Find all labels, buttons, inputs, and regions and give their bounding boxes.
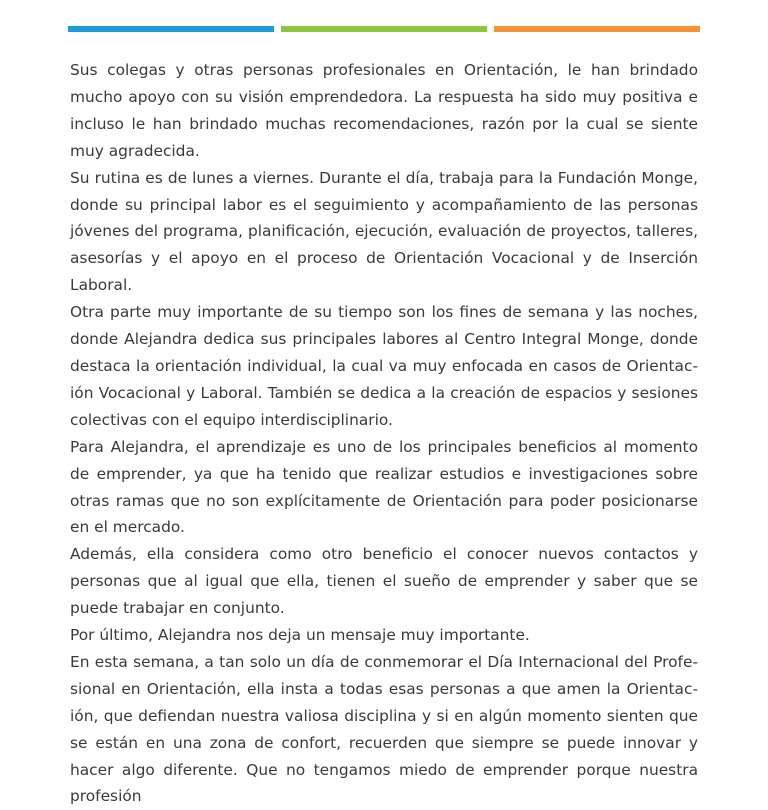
header-color-bars	[68, 26, 700, 32]
paragraph-contacts: Además, ella considera como otro beneficio el conocer nuevos contactos y personas que al igual que ella, tienen el sueño de emprender y saber que se puede trabajar en conjunto.	[70, 545, 698, 618]
orange-bar	[494, 26, 700, 32]
paragraph-message: En esta semana, a tan solo un día de conmemorar el Día Internacional del Profesional en Orientación, ella insta a todas esas personas a que amen la Orientación, que defiendan nuestra valiosa disciplina y si en algún momento sienten que se están en una zona de confort, recuerden que siempre se puede innovar y hacer algo diferente. Que no tengamos miedo de emprender porque nuestra profesión	[70, 652, 698, 806]
green-bar	[281, 26, 487, 32]
paragraph-learning: Para Alejandra, el aprendizaje es uno de los principales beneficios al momento de emprender, ya que ha tenido que realizar estudios e investigaciones sobre otras ramas que no son explícitamente de Orientación para poder posicionarse en el mercado.	[70, 437, 698, 537]
paragraph-colleagues: Sus colegas y otras personas profesionales en Orientación, le han brindado mucho apoyo con su visión emprendedora. La respuesta ha sido muy positiva e incluso le han brindado muchas recomendaciones, razón por la cual se siente muy agradecida.	[70, 61, 698, 160]
paragraph-message-intro: Por último, Alejandra nos deja un mensaje muy importante.	[70, 626, 530, 645]
paragraph-weekends: Otra parte muy importante de su tiempo son los fines de semana y las noches, donde Alejandra dedica sus principales labores al Centro Integral Monge, donde destaca la orientación individual, la cual va muy enfocada en casos de Orientación Vocacional y Laboral. También se dedica a la creación de espacios y sesiones colectivas con el equipo interdisciplinario.	[70, 303, 698, 429]
blue-bar	[68, 26, 274, 32]
paragraph-routine: Su rutina es de lunes a viernes. Durante el día, trabaja para la Fundación Monge, donde su principal labor es el seguimiento y acompañamiento de las personas jóvenes del programa, planificación, ejecución, evaluación de proyectos, talleres, asesorías y el apoyo en el proceso de Orientación Vocacional y de Inserción Laboral.	[70, 168, 698, 295]
article-body	[70, 57, 698, 810]
